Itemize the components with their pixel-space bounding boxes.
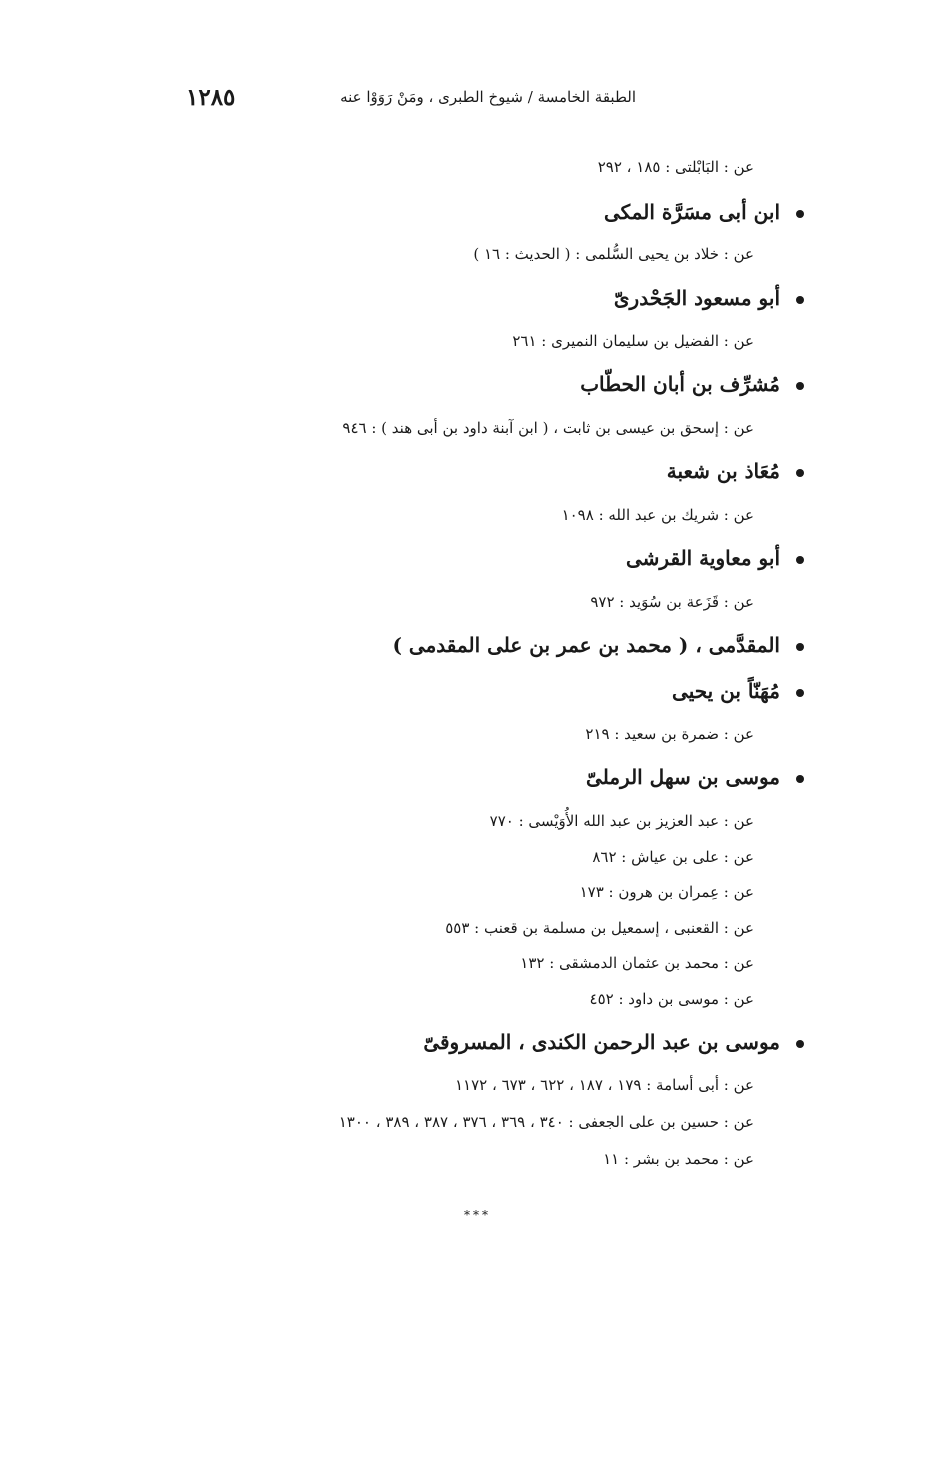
bullet-icon <box>796 210 804 218</box>
entry-name: مُعَاذ بن شعبة <box>666 459 780 483</box>
narrator-line: عن : ضمرة بن سعيد : ٢١٩ <box>585 725 754 743</box>
bullet-icon <box>796 643 804 651</box>
entry-name: موسى بن عبد الرحمن الكندى ، المسروقىّ <box>423 1030 780 1054</box>
name-entry <box>423 1030 804 1054</box>
entry-name: مُشرِّف بن أبان الحطّاب <box>580 372 780 396</box>
narrator-line: عن : أبى أسامة : ١٧٩ ، ١٨٧ ، ٦٢٢ ، ٦٧٣ ، ١١٧٢ <box>454 1076 754 1094</box>
entry-name: ابن أبى مسَرَّة المكى <box>603 200 780 224</box>
narrator-line: عن : على بن عياش : ٨٦٢ <box>592 848 754 866</box>
narrator-line: عن : شريك بن عبد الله : ١٠٩٨ <box>561 506 754 524</box>
entry-name: أبو معاوية القرشى <box>625 546 780 570</box>
name-entry <box>614 286 804 310</box>
bullet-icon <box>796 382 804 390</box>
name-entry <box>672 679 804 703</box>
narrator-line: عن : محمد بن بشر : ١١ <box>603 1150 754 1168</box>
bullet-icon <box>796 775 804 783</box>
narrator-line: عن : عبد العزيز بن عبد الله الأُوَيْسى : ٧٧٠ <box>489 812 754 830</box>
page-number: ١٢٨٥ <box>186 84 236 111</box>
name-entry <box>393 633 805 657</box>
narrator-line: عن : عِمران بن هرون : ١٧٣ <box>579 883 754 901</box>
narrator-line: عن : القعنبى ، إسمعيل بن مسلمة بن قعنب : ٥٥٣ <box>445 919 754 937</box>
running-header: الطبقة الخامسة / شيوخ الطبرى ، ومَنْ رَوَوْا عنه <box>340 88 636 106</box>
narrator-line: عن : خلاد بن يحيى السُّلمى : ( الحديث : ١٦ ) <box>473 245 754 263</box>
entry-name: موسى بن سهل الرملىّ <box>586 765 780 789</box>
bullet-icon <box>796 296 804 304</box>
bullet-icon <box>796 556 804 564</box>
entry-name: مُهَنّاً بن يحيى <box>672 679 780 703</box>
name-entry <box>580 372 804 396</box>
name-entry <box>667 459 804 483</box>
name-entry <box>626 546 804 570</box>
narrator-line: عن : قَزَعة بن سُوَيد : ٩٧٢ <box>590 593 754 611</box>
section-separator: *** <box>464 1208 491 1222</box>
bullet-icon <box>796 1040 804 1048</box>
name-entry <box>604 200 804 224</box>
narrator-line: عن : حسين بن على الجعفى : ٣٤٠ ، ٣٦٩ ، ٣٧٦ ، ٣٨٧ ، ٣٨٩ ، ١٣٠٠ <box>338 1113 754 1131</box>
narrator-line: عن : محمد بن عثمان الدمشقى : ١٣٢ <box>520 954 754 972</box>
name-entry <box>586 765 804 789</box>
bullet-icon <box>796 469 804 477</box>
bullet-icon <box>796 689 804 697</box>
narrator-line: عن : البَابْلتى : ١٨٥ ، ٢٩٢ <box>597 158 754 176</box>
entry-name: المقدَّمى ، ( محمد بن عمر بن على المقدمى ) <box>392 633 780 657</box>
entry-name: أبو مسعود الجَحْدرىّ <box>613 286 780 310</box>
narrator-line: عن : إسحق بن عيسى بن ثابت ، ( ابن آبنة داود بن أبى هند ) : ٩٤٦ <box>342 419 754 437</box>
narrator-line: عن : موسى بن داود : ٤٥٢ <box>589 990 754 1008</box>
narrator-line: عن : الفضيل بن سليمان النميرى : ٢٦١ <box>512 332 754 350</box>
